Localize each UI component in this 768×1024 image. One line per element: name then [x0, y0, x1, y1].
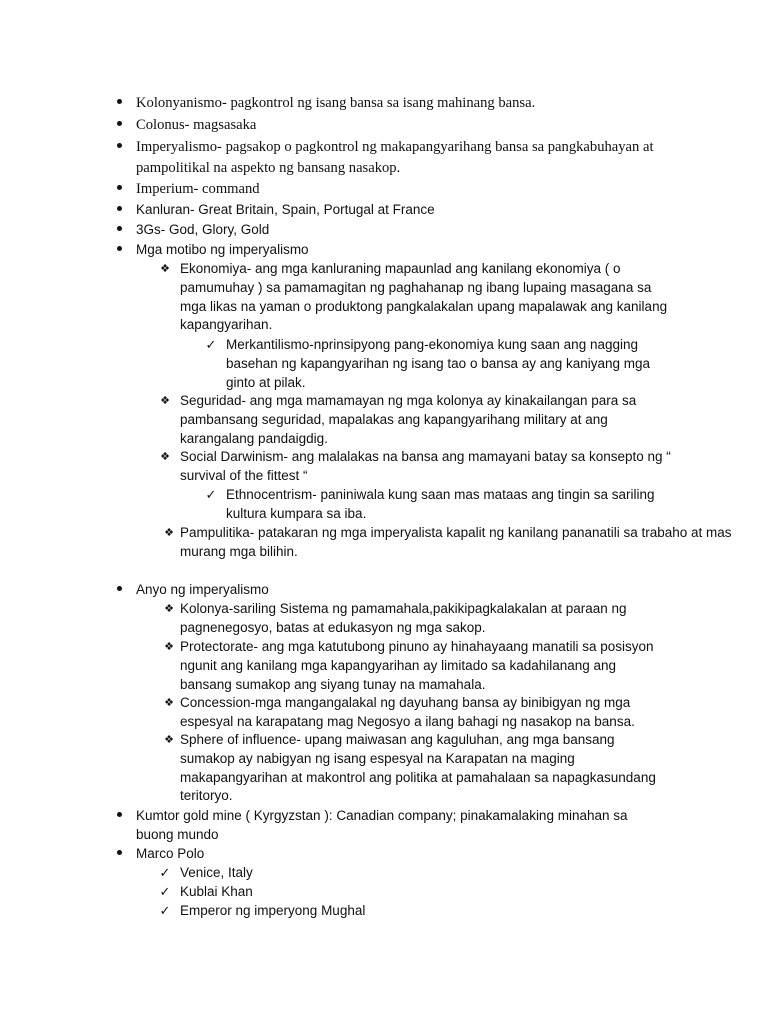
bullet-dot-icon: [112, 94, 126, 113]
bullet-dot-icon: [112, 221, 126, 240]
list-item-text: Imperium- command: [136, 181, 260, 197]
list-item-text: Sphere of influence- upang maiwasan ang kaguluhan, ang mga bansang sumakop ay nabigyan ng isang espesyal na Karapatan na maging makapangyarihan at makontrol ang politika at pamahalaan sa napagkasundang teritoryo.: [180, 732, 656, 804]
sub-sub-list-item: [205, 336, 671, 392]
list-item-text: Colonus- magsasaka: [136, 117, 257, 133]
bullet-dot-icon: [112, 241, 126, 260]
list-item-text: Merkantilismo-nprinsipyong pang-ekonomiya kung saan ang nagging basehan ng kapangyarihan ng isang tao o bansa ay ang kaniyang mga ginto at pilak.: [226, 337, 651, 390]
sub-list-item: [164, 600, 650, 638]
list-item-text: Marco Polo: [136, 846, 205, 861]
bullet-diamond-icon: ❖: [164, 697, 174, 709]
bullet-dot-icon: [112, 180, 126, 199]
sub-list-item: [160, 448, 685, 486]
check-icon: ✓: [159, 903, 171, 918]
sub-list-item: [159, 864, 680, 883]
bullet-dot-icon: [112, 845, 126, 864]
list-item-text: Kanluran- Great Britain, Spain, Portugal at France: [136, 202, 435, 217]
list-item-text: Pampulitika- patakaran ng mga imperyalista kapalit ng kanilang pananatili sa trabaho at mas murang mga bilihin.: [180, 525, 732, 559]
bullet-dot-icon: [112, 137, 126, 158]
list-item: [136, 241, 696, 260]
sub-list-item: [164, 524, 760, 562]
list-item-text: Protectorate- ang mga katutubong pinuno ay hinahayaang manatili sa posisyon ngunit ang kanilang mga kapangyarihan ay limitado sa kadahilanang ang bansang sumakop ang siyang tunay na mamahala.: [180, 639, 654, 692]
list-item: [136, 201, 696, 220]
list-item: [136, 581, 696, 600]
bullet-diamond-icon: ❖: [160, 263, 170, 275]
bullet-dot-icon: [112, 116, 126, 135]
list-item: [136, 116, 696, 135]
list-item-text: Mga motibo ng imperyalismo: [136, 242, 309, 257]
check-icon: ✓: [205, 337, 217, 352]
list-item-text: Concession-mga mangangalakal ng dayuhang bansa ay binibigyan ng mga espesyal na karapatang mag Negosyo a ilang bahagi ng nasakop na bansa.: [180, 695, 635, 729]
sub-list-item: [159, 883, 680, 902]
bullet-diamond-icon: ❖: [164, 734, 174, 746]
bullet-dot-icon: [112, 581, 126, 600]
list-item-text: Kumtor gold mine ( Kyrgyzstan ): Canadian company; pinakamalaking minahan sa buong mundo: [136, 808, 628, 842]
list-item-text: Emperor ng imperyong Mughal: [180, 903, 366, 918]
bullet-diamond-icon: ❖: [160, 395, 170, 407]
list-item-text: Ekonomiya- ang mga kanluraning mapaunlad ang kanilang ekonomiya ( o pamumuhay ) sa pamamagitan ng paghahanap ng ibang lupaing masagana sa mga likas na yaman o produktong pangkalakalan upang mapalawak ang kanilang kapangyarihan.: [180, 261, 668, 333]
list-item: [136, 94, 696, 113]
list-item-text: Kolonya-sariling Sistema ng pamamahala,pakikipagkalakalan at paraan ng pagnenegosyo, batas at edukasyon ng mga sakop.: [180, 601, 627, 635]
check-icon: ✓: [159, 884, 171, 899]
list-item: [136, 221, 696, 240]
bullet-diamond-icon: ❖: [164, 527, 174, 539]
check-icon: ✓: [159, 865, 171, 880]
bullet-diamond-icon: ❖: [164, 641, 174, 653]
list-item: [136, 180, 696, 199]
bullet-dot-icon: [112, 807, 126, 826]
list-item-text: Anyo ng imperyalismo: [136, 582, 269, 597]
list-item-text: Venice, Italy: [180, 865, 253, 880]
check-icon: ✓: [205, 487, 217, 502]
list-item-text: Ethnocentrism- paniniwala kung saan mas mataas ang tingin sa sariling kultura kumpara sa iba.: [226, 487, 655, 521]
sub-list-item: [164, 638, 670, 694]
list-item: [136, 845, 696, 864]
list-item-text: Imperyalismo- pagsakop o pagkontrol ng makapangyarihang bansa sa pangkabuhayan at pampolitikal na aspekto ng bansang nasakop.: [136, 139, 654, 176]
list-item-text: Seguridad- ang mga mamamayan ng mga kolonya ay kinakailangan para sa pambansang seguridad, mapalakas ang kapangyarihang military at ang karangalang pandaigdig.: [180, 393, 637, 446]
bullet-diamond-icon: ❖: [164, 603, 174, 615]
list-item: [136, 807, 646, 845]
list-item-text: Kolonyanismo- pagkontrol ng isang bansa sa isang mahinang bansa.: [136, 95, 536, 111]
bullet-dot-icon: [112, 201, 126, 220]
bullet-diamond-icon: ❖: [160, 451, 170, 463]
sub-sub-list-item: [205, 486, 671, 524]
sub-list-item: [160, 392, 660, 448]
sub-list-item: [164, 694, 655, 732]
sub-list-item: [160, 260, 670, 335]
sub-list-item: [159, 902, 680, 921]
list-item-text: 3Gs- God, Glory, Gold: [136, 222, 270, 237]
list-item-text: Social Darwinism- ang malalakas na bansa ang mamayani batay sa konsepto ng “ survival of the fittest “: [180, 449, 671, 483]
sub-list-item: [164, 731, 670, 806]
list-item: [136, 137, 676, 179]
list-item-text: Kublai Khan: [180, 884, 253, 899]
